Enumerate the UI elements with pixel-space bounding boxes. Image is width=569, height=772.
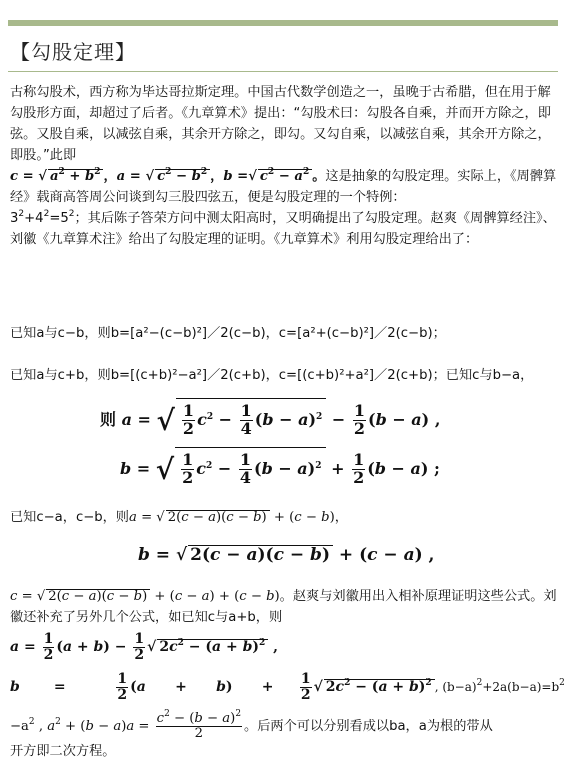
case-a-c-minus-b: 已知a与c−b，则b=[a²−(c−b)²]／2(c−b)，c=[a²+(c−b)²]／2(c−b)； bbox=[10, 326, 446, 341]
pythagorean-formulas: c = √ $a^2 + b^2$ ，a = √ $c^2 - b^2$ ，b =√ $c^2 - a^2$ 。 bbox=[10, 167, 326, 184]
intro-paragraph bbox=[10, 82, 558, 250]
header-bar bbox=[8, 20, 558, 26]
history-text-2: ；其后陈子答荣方问中测太阳高时，又明确提出了勾股定理。赵爽《周髀算经注》、刘徽《九章算术注》给出了勾股定理的证明。《九章算术》利用勾股定理给出了： bbox=[10, 211, 556, 247]
history-text: 这是抽象的勾股定理。实际上，《周髀算经》载商高答周公问谈到勾三股四弦五，便是勾股定理的一个特例： bbox=[10, 169, 557, 205]
formula-a-display: 则 a = √ $\frac{1}{2}$ $c^2$ − $\frac{1}{4}$ $(b - a)^2$ − $\frac{1}{2}$ (b − a) , bbox=[100, 398, 440, 442]
special-case: $3^2+4^2=5^2$ bbox=[10, 209, 75, 226]
intro-text: 古称勾股术，西方称为毕达哥拉斯定理。中国古代数学创造之一，虽晚于古希腊，但在用于解勾股形方面，却超过了后者。《九章算术》提出：“勾股术曰：勾股各自乘，并而开方除之，即弦。又股自乘，以减弦自乘，其余开方除之，即勾。又勾自乘，以减弦自乘，其余开方除之，即股。”此即 bbox=[10, 85, 551, 163]
page-title: 【勾股定理】 bbox=[10, 40, 136, 64]
case-a-c-plus-b: 已知a与c+b，则b=[(c+b)²−a²]／2(c+b)，c=[(c+b)²+a²]／2(c+b)；已知c与b−a， bbox=[10, 368, 534, 383]
quadratic-paragraph-end: 开方即二次方程。 bbox=[10, 744, 116, 759]
quadratic-paragraph: $-a^2$ , $a^2 + (b - a)a$ = $\frac{c^2 - (b - a)^2}{2}$ 。后两个可以分别看成以ba，a为根的带从 bbox=[10, 709, 493, 741]
title-divider bbox=[8, 71, 558, 72]
formula-b-from-sum: b = $\frac{1}{2}$ (a + b) + $\frac{1}{2}$ √ $2c^2 - (a + b)^2$ , $(b-a)^2+2a(b-a)=b^2$ bbox=[10, 671, 565, 703]
case-c-minus-a: 已知c−a，c−b，则a = √ 2(c − a)(c − b) + (c − b)， bbox=[10, 510, 348, 525]
formula-b-from-differences: b = √ 2(c − a)(c − b) + (c − a) , bbox=[138, 545, 435, 565]
formula-a-from-sum: a = $\frac{1}{2}$ (a + b) − $\frac{1}{2}$ √ $2c^2 - (a + b)^2$ , bbox=[10, 631, 279, 663]
formula-b-display: b = √ $\frac{1}{2}$ $c^2$ − $\frac{1}{4}$ $(b - a)^2$ + $\frac{1}{2}$ (b − a) ; bbox=[120, 447, 440, 491]
zhao-liu-paragraph: c = √ 2(c − a)(c − b) + (c − a) + (c − b)。赵爽与刘徽用出入相补原理证明这些公式。刘徽还补充了另外几个公式，如已知c与a+b，则 bbox=[10, 589, 557, 625]
